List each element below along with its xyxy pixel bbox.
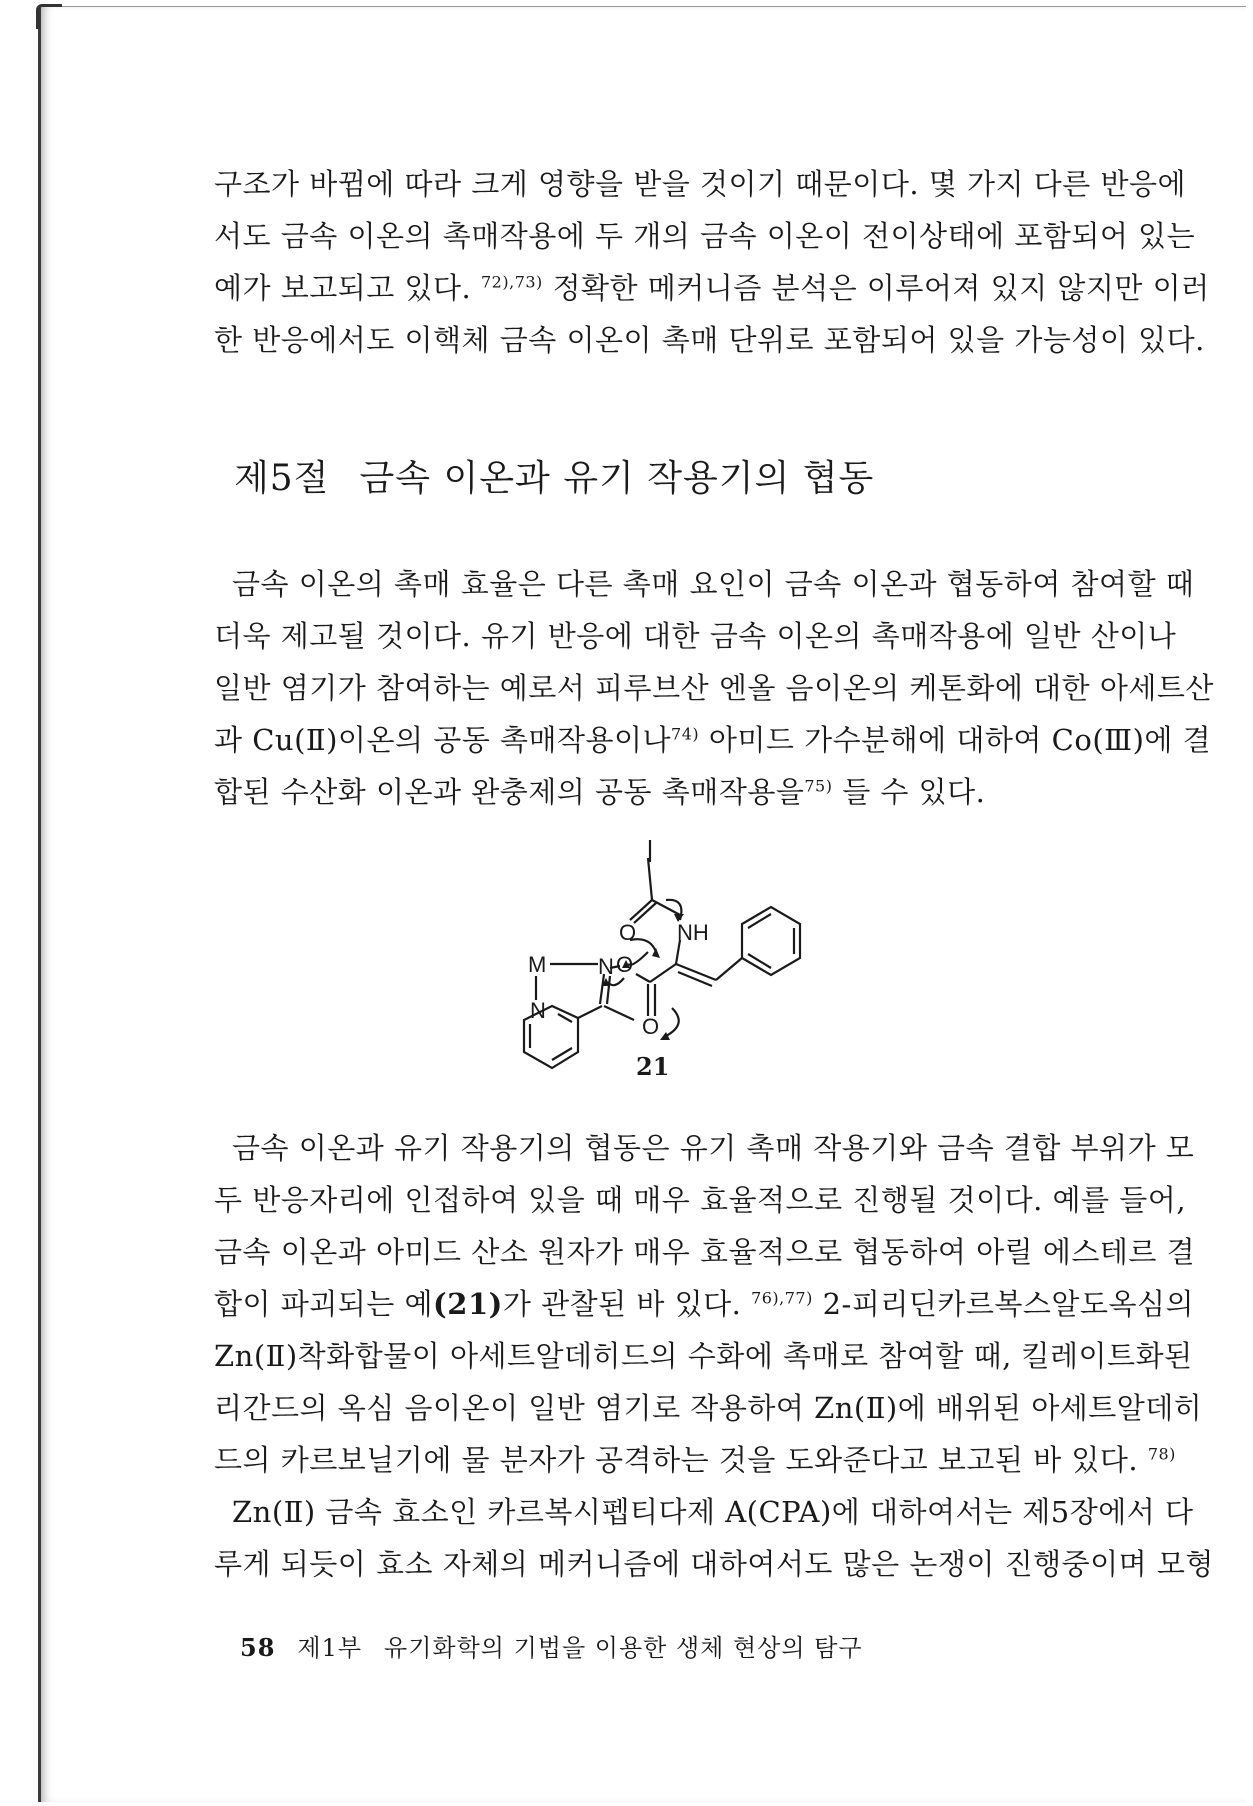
text-line: 합이 파괴되는 예(21)가 관찰된 바 있다. $^{76),77)}$ 2-피리딘카르복스알도옥심의 <box>214 1287 1194 1321</box>
atom-NH: NH <box>677 920 709 945</box>
reference-78: 78) <box>1147 1444 1176 1464</box>
text-line: 금속 이온과 유기 작용기의 협동은 유기 촉매 작용기와 금속 결합 부위가 모 <box>232 1131 1195 1165</box>
atom-O-link: O <box>616 952 634 977</box>
page-number: 58 <box>240 1633 276 1662</box>
paragraph-1 <box>214 158 1210 366</box>
text-line: 한 반응에서도 이핵체 금속 이온이 촉매 단위로 포함되어 있을 가능성이 있다. <box>214 323 1205 357</box>
text-line: 금속 이온의 촉매 효율은 다른 촉매 요인이 금속 이온과 협동하여 참여할 때 <box>232 567 1195 601</box>
atom-O-acetyl: O <box>619 920 637 945</box>
text-line: 합된 수산화 이온과 완충제의 공동 촉매작용을$^{75)}$ 들 수 있다. <box>214 775 986 809</box>
reference-74: 74) <box>671 724 700 744</box>
text-line: 두 반응자리에 인접하여 있을 때 매우 효율적으로 진행될 것이다. 예를 들어, <box>214 1183 1187 1217</box>
text-line: 예가 보고되고 있다. $^{72),73)}$ 정확한 메커니즘 분석은 이루어져 있지 않지만 이러 <box>214 271 1210 305</box>
atom-N-pyridine: N <box>530 998 546 1023</box>
text-line: 리간드의 옥심 음이온이 일반 염기로 작용하여 Zn(Ⅱ)에 배위된 아세트알데히 <box>214 1391 1203 1425</box>
text-line: 과 Cu(Ⅱ)이온의 공동 촉매작용이나$^{74)}$ 아미드 가수분해에 대하여 Co(Ⅲ)에 결 <box>214 723 1212 757</box>
text-line: Zn(Ⅱ) 금속 효소인 카르복시펩티다제 A(CPA)에 대하여서는 제5장에서 다 <box>232 1495 1194 1529</box>
running-title: 유기화학의 기법을 이용한 생체 현상의 탐구 <box>384 1634 863 1662</box>
text-line: Zn(Ⅱ)착화합물이 아세트알데히드의 수화에 촉매로 참여할 때, 킬레이트화된 <box>214 1339 1193 1373</box>
section-title: 금속 이온과 유기 작용기의 협동 <box>359 458 875 499</box>
atom-M: M <box>528 952 547 977</box>
text-line: 더욱 제고될 것이다. 유기 반응에 대한 금속 이온의 촉매작용에 일반 산이나 <box>214 619 1177 653</box>
reference-72-73: 72),73) <box>481 272 543 292</box>
text-line: 드의 카르보닐기에 물 분자가 공격하는 것을 도와준다고 보고된 바 있다. $^{78)}$ <box>214 1443 1176 1477</box>
page-corner <box>36 4 62 29</box>
text-line: 일반 염기가 참여하는 예로서 피루브산 엔올 음이온의 케톤화에 대한 아세트산 <box>214 671 1214 705</box>
paragraph-2 <box>214 558 1214 818</box>
text-line: 루게 되듯이 효소 자체의 메커니즘에 대하여서도 많은 논쟁이 진행중이며 모형 <box>214 1547 1214 1581</box>
reference-76-77: 76),77) <box>751 1288 813 1308</box>
section-number: 제5절 <box>234 458 330 499</box>
text-line: 구조가 바뀜에 따라 크게 영향을 받을 것이기 때문이다. 몇 가지 다른 반응에 <box>214 167 1187 201</box>
atom-O-carbonyl: O <box>642 1014 660 1039</box>
reference-75: 75) <box>804 776 833 796</box>
page-footer <box>240 1628 863 1663</box>
part-label: 제1부 <box>297 1634 363 1662</box>
paragraph-3 <box>214 1122 1214 1590</box>
text-line: 금속 이온과 아미드 산소 원자가 매우 효율적으로 협동하여 아릴 에스테르 결 <box>214 1235 1196 1269</box>
atom-N-oxime: N <box>598 954 614 979</box>
section-heading <box>234 450 904 501</box>
figure-label: 21 <box>636 1052 670 1081</box>
text-line: 서도 금속 이온의 촉매작용에 두 개의 금속 이온이 전이상태에 포함되어 있는 <box>214 219 1196 253</box>
